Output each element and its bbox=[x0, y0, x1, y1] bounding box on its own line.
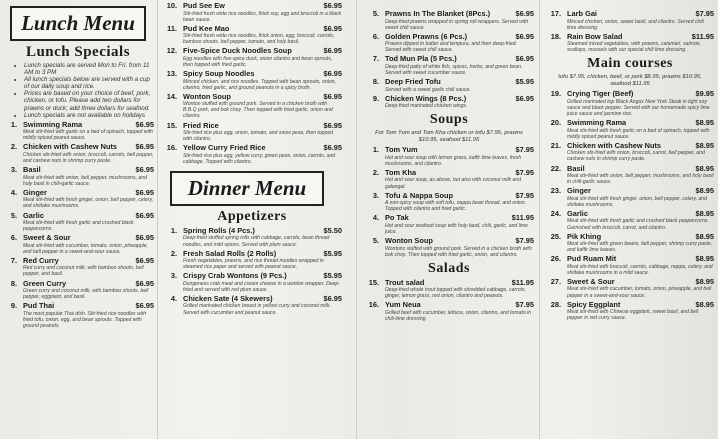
menu-item-number: 14. bbox=[166, 91, 177, 101]
menu-item-name: Pud Ruam Mit bbox=[567, 255, 617, 264]
menu-item-description: Grilled marinated top Black Angus New York Steak in light soy sauce and black pepper. Served with our homemade spicy lime juice sauce and jasmine rice. bbox=[567, 98, 710, 118]
menu-item-description: Grilled beef with cucumber, lettuce, onion, cilantro, and tomato in chili-lime dressing. bbox=[385, 309, 532, 322]
menu-item-header bbox=[364, 10, 534, 19]
menu-item-name: Wonton Soup bbox=[183, 92, 231, 101]
menu-item bbox=[2, 212, 154, 233]
menu-item-header bbox=[546, 301, 714, 310]
menu-item bbox=[364, 237, 534, 258]
menu-item-number: 5. bbox=[372, 236, 379, 245]
menu-item-name: Deep Fried Tofu bbox=[385, 78, 441, 87]
menu-item-name: Chicken with Cashew Nuts bbox=[567, 141, 662, 150]
menu-item bbox=[546, 187, 714, 208]
menu-item-price: $5.95 bbox=[323, 271, 342, 281]
menu-item-header bbox=[162, 2, 342, 11]
column-lunch-dinner bbox=[162, 0, 342, 439]
menu-item-name: Spicy Soup Noodles bbox=[183, 70, 255, 79]
menu-item-description: Meat stir-fried with fresh garlic and crushed black peppercorns. Garnished with broccoli, carrot, and cilantro. bbox=[567, 218, 709, 231]
menu-item-number: 17. bbox=[550, 9, 561, 18]
menu-item-name: Prawns In The Blanket (8Pcs.) bbox=[385, 10, 491, 18]
menu-item-description: Minced chicken, and rice noodles. Topped with bean sprouts, onion, cilantro, fried garlic, and ground peanuts in a spicy broth. bbox=[183, 78, 337, 91]
menu-item-number: 19. bbox=[550, 89, 561, 99]
menu-item-name: Basil bbox=[23, 166, 41, 175]
menu-item-description: Stir-fried fresh wide rice noodles, thick onion, egg, broccoli, carrots, bamboo shoots, bell pepper, tomato, and holy basil. bbox=[183, 33, 335, 46]
menu-item-header bbox=[162, 250, 342, 259]
menu-item-description: Meat stir-fried with cucumber, tomato, onion, pineapple, and bell pepper in a sweet-and-sour sauce. bbox=[23, 242, 149, 255]
menu-item-header bbox=[162, 47, 342, 56]
menu-item-header bbox=[546, 233, 714, 242]
menu-item-name: Spring Rolls (4 Pcs.) bbox=[183, 226, 255, 235]
menu-item-price: $6.95 bbox=[135, 165, 154, 175]
menu-item-header bbox=[364, 237, 534, 246]
menu-item bbox=[546, 10, 714, 31]
menu-item-number: 23. bbox=[550, 186, 561, 196]
menu-item-header bbox=[162, 25, 342, 34]
menu-item-description: Stir-fried rice plus egg, yellow curry, green peas, onion, carrots, and cabbage. Topped with cilantro. bbox=[183, 152, 336, 165]
main-courses-list bbox=[546, 90, 714, 321]
menu-item-description: Dungeness crab meat and cream cheese in a wonton wrapper. Deep-fried and served with red plum sauce. bbox=[183, 280, 340, 293]
menu-item-number: 5. bbox=[372, 9, 379, 18]
soups-note: For Tom Yum and Tom Kha chicken or tofu $7.95, prawns $10.95, seafood $11.95 bbox=[375, 130, 523, 144]
menu-item-price: $11.95 bbox=[511, 213, 534, 223]
menu-item-price: $6.95 bbox=[135, 278, 154, 288]
menu-item-description: Meat stir-fried with fresh garlic on a bed of spinach, topped with mildly spiced peanut sauce. bbox=[567, 127, 710, 140]
menu-item-number: 25. bbox=[550, 231, 561, 241]
menu-item-description: The most popular Thai dish. Stir-fried rice noodles with fried tofu, onion, egg, and bean sprouts. Topped with ground peanuts. bbox=[23, 310, 147, 329]
menu-item-header bbox=[364, 214, 534, 223]
menu-item-header bbox=[546, 10, 714, 19]
menu-item bbox=[2, 166, 154, 187]
menu-item-name: Crispy Crab Wontons (9 Pcs.) bbox=[183, 272, 287, 281]
menu-item-header bbox=[546, 165, 714, 174]
menu-item bbox=[364, 146, 534, 167]
menu-item-price: $8.95 bbox=[695, 299, 714, 309]
menu-item bbox=[162, 295, 342, 316]
menu-item-number: 27. bbox=[550, 276, 561, 286]
menu-item-name: Larb Gai bbox=[567, 10, 597, 18]
menu-item bbox=[162, 2, 342, 23]
menu-item-price: $7.95 bbox=[515, 145, 534, 155]
menu-item-name: Po Tak bbox=[385, 214, 409, 223]
menu-item-price: $8.95 bbox=[695, 118, 714, 128]
menu-item-price: $7.95 bbox=[515, 236, 534, 245]
menu-item bbox=[2, 234, 154, 255]
menu-item-description: Served with a sweet garlic chili sauce. bbox=[385, 86, 471, 93]
menu-item bbox=[162, 250, 342, 271]
menu-item bbox=[364, 279, 534, 300]
menu-item-price: $6.95 bbox=[135, 210, 154, 220]
menu-item bbox=[2, 302, 154, 329]
menu-item-description: Grilled marinated chicken breast in yellow curry and coconut milk. Served with cucumber and peanut sauce. bbox=[183, 303, 331, 316]
menu-item-name: Red Curry bbox=[23, 256, 59, 265]
menu-item-description: Deep-fried prawns wrapped in spring roll wrappers. Served with sweet chili sauce. bbox=[385, 18, 529, 31]
menu-item-header bbox=[364, 95, 534, 104]
menu-item-description: Meat stir-fried with cucumber, tomato, onion, pineapple, and bell pepper in a sweet-and-sour sauce. bbox=[567, 286, 712, 299]
menu-item-name: Swimming Rama bbox=[567, 119, 627, 128]
menu-item-number: 3. bbox=[170, 271, 177, 281]
menu-item-header bbox=[546, 278, 714, 287]
menu-item-price: $7.95 bbox=[695, 9, 714, 18]
menu-item-description: A non-spicy soup with soft tofu, nappa bean thread, and onion. Topped with cilantro and fried garlic. bbox=[385, 200, 527, 213]
menu-item-name: Ginger bbox=[567, 187, 591, 196]
lunch-note: • Prices are based on your choice of beef, pork, chicken, or tofu. Please add two dollars for prawns or duck; add three dollars for seafood. bbox=[24, 90, 154, 111]
menu-item-description: Deep-fried stuffed spring rolls with cabbage, carrots, bean thread noodles, and mild spices. Served with plum sauce. bbox=[183, 235, 330, 248]
menu-item-price: $7.95 bbox=[515, 190, 534, 200]
menu-item bbox=[364, 192, 534, 213]
menu-item-price: $6.95 bbox=[323, 293, 342, 303]
menu-item-name: Garlic bbox=[23, 211, 44, 220]
menu-item-name: Ginger bbox=[23, 188, 47, 197]
soups-list bbox=[364, 146, 534, 257]
menu-item-header bbox=[546, 90, 714, 99]
menu-item-description: Hot and sour seafood soup with holy basil, chili, garlic, and lime juice. bbox=[385, 222, 528, 235]
lunch-items-list bbox=[162, 2, 342, 165]
menu-item-description: Chicken stir-fried with onion, broccoli, carrots, bell pepper, and cashew nuts in shrimp curry paste. bbox=[23, 151, 154, 165]
menu-item bbox=[162, 25, 342, 46]
menu-item-description: Stir-fried fresh wide rice noodles, thick soy, egg and broccoli in a black bean sauce. bbox=[183, 10, 342, 23]
menu-item-header bbox=[162, 70, 342, 79]
menu-item-name: Tom Kha bbox=[385, 168, 417, 177]
menu-item-header bbox=[546, 187, 714, 196]
menu-item-number: 16. bbox=[368, 300, 379, 310]
menu-item-description: Meat stir-fried with onion, bell pepper, mushrooms, and holy basil in chili-garlic sauce. bbox=[567, 173, 714, 186]
menu-item bbox=[364, 55, 534, 76]
menu-item-price: $8.95 bbox=[695, 254, 714, 264]
menu-item bbox=[546, 90, 714, 117]
menu-item-number: 2. bbox=[10, 142, 17, 152]
menu-item-number: 7. bbox=[372, 54, 379, 64]
menu-item-description: Green curry and coconut milk, with bamboo shoots, bell pepper, eggplant, and basil. bbox=[23, 288, 149, 301]
lunch-items-list bbox=[2, 121, 154, 329]
menu-item-number: 3. bbox=[372, 190, 379, 200]
column-main-courses bbox=[546, 0, 714, 439]
menu-item-header bbox=[364, 279, 534, 288]
menu-item-name: Fresh Salad Rolls (2 Rolls) bbox=[183, 249, 277, 258]
menu-item-price: $6.95 bbox=[135, 255, 154, 265]
menu-item-name: Chicken Sate (4 Skewers) bbox=[183, 294, 273, 303]
menu-item-header bbox=[162, 144, 342, 153]
menu-item-price: $5.95 bbox=[323, 248, 342, 258]
salads-list bbox=[546, 10, 714, 53]
salads-list bbox=[364, 279, 534, 322]
menu-item-header bbox=[162, 227, 342, 236]
menu-item-name: Spicy Eggplant bbox=[567, 300, 621, 309]
main-courses-heading: Main courses bbox=[587, 56, 673, 72]
menu-item bbox=[364, 95, 534, 110]
menu-item-name: Yum Neua bbox=[385, 301, 421, 310]
menu-item-description: Meat stir-fried with fresh ginger, onion, bell pepper, celery, and shiitake mushrooms. bbox=[23, 197, 154, 210]
lunch-notes bbox=[2, 62, 154, 119]
menu-item-price: $6.95 bbox=[135, 233, 154, 243]
salads-heading: Salads bbox=[428, 260, 470, 276]
main-courses-note: tofu $7.95, chicken, beef, or pork $8.95, prawns $10.95, seafood $11.95 bbox=[558, 74, 702, 88]
menu-item-header bbox=[546, 142, 714, 151]
menu-item-number: 6. bbox=[10, 233, 17, 243]
menu-item bbox=[546, 278, 714, 299]
menu-item bbox=[364, 10, 534, 31]
menu-item-header bbox=[162, 295, 342, 304]
menu-item-name: Tofu & Nappa Soup bbox=[385, 191, 454, 200]
menu-item-number: 2. bbox=[372, 167, 379, 177]
menu-item-description: Hot and sour soup, as above, but also with coconut milk and galangal. bbox=[385, 177, 521, 190]
menu-item-number: 1. bbox=[10, 119, 17, 129]
menu-item-name: Pud Thai bbox=[23, 302, 55, 311]
lunch-note: • Lunch specials are not available on holidays bbox=[24, 112, 154, 119]
menu-item-number: 7. bbox=[10, 255, 17, 265]
menu-item bbox=[546, 301, 714, 322]
menu-item-description: Steamed mixed vegetables, with prawns, calamari, salmon, scallops, mussels with our special chili lime dressing. bbox=[567, 41, 701, 54]
menu-item-name: Pud Kee Mao bbox=[183, 24, 230, 33]
menu-item bbox=[364, 78, 534, 93]
menu-item bbox=[2, 121, 154, 142]
menu-item-price: $6.95 bbox=[323, 1, 342, 10]
lunch-note: • Lunch specials are served Mon to Fri. from 11 AM to 3 PM bbox=[24, 62, 154, 76]
column-lunch bbox=[2, 0, 154, 439]
column-soups-salads bbox=[364, 0, 534, 439]
menu-item-number: 15. bbox=[166, 120, 177, 130]
menu-item-description: Fresh vegetables, prawns, and rice thread noodles wrapped in steamed rice paper and served with peanut sauce. bbox=[183, 258, 324, 271]
menu-item-number: 5. bbox=[10, 210, 17, 220]
menu-item-number: 3. bbox=[10, 165, 17, 175]
menu-item-number: 9. bbox=[372, 93, 379, 103]
menu-item bbox=[364, 169, 534, 190]
lunch-menu-title: Lunch Menu bbox=[10, 6, 146, 41]
lunch-note: • All lunch specials below are served with a cup of our daily soup and rice. bbox=[24, 76, 154, 90]
menu-item-price: $6.95 bbox=[135, 301, 154, 311]
menu-item-price: $8.95 bbox=[695, 231, 714, 241]
menu-item-header bbox=[162, 272, 342, 281]
menu-item bbox=[546, 255, 714, 276]
menu-item bbox=[162, 47, 342, 68]
menu-item-price: $6.95 bbox=[323, 69, 342, 79]
menu-item-price: $5.95 bbox=[515, 77, 534, 87]
menu-item-header bbox=[162, 122, 342, 131]
menu-item-description: Chicken stir-fried with onion, broccoli, carrot, bell pepper, and cashew nuts in shrimp curry paste. bbox=[567, 150, 705, 163]
menu-item bbox=[162, 70, 342, 91]
menu-item-number: 10. bbox=[166, 1, 177, 10]
menu-item-price: $6.95 bbox=[323, 46, 342, 56]
menu-item bbox=[546, 233, 714, 254]
menu-item-header bbox=[2, 121, 154, 130]
menu-item-description: Meat stir-fried with Chinese eggplant, sweet basil, and bell pepper in red curry sauce. bbox=[567, 309, 699, 322]
menu-item-price: $8.95 bbox=[695, 140, 714, 150]
menu-item-name: Garlic bbox=[567, 209, 588, 218]
menu-item-header bbox=[546, 119, 714, 128]
menu-item-price: $6.95 bbox=[323, 91, 342, 101]
menu-item-name: Wonton Soup bbox=[385, 237, 433, 245]
menu-item-price: $8.95 bbox=[695, 276, 714, 286]
menu-item bbox=[162, 122, 342, 143]
menu-item-number: 8. bbox=[372, 77, 379, 87]
menu-item-header bbox=[2, 302, 154, 311]
menu-item-name: Tom Yum bbox=[385, 146, 418, 155]
menu-item-description: Meat stir-fried with broccoli, carrots, cabbage, nappa, celery, and shiitake mushrooms in a mild sauce. bbox=[567, 263, 713, 276]
menu-item-description: Meat stir-fried with fresh ginger, onion, bell pepper, celery, and shiitake mushrooms. bbox=[567, 195, 707, 208]
menu-item-price: $8.95 bbox=[695, 163, 714, 173]
menu-item-price: $6.95 bbox=[323, 23, 342, 33]
menu-item-name: Tod Mun Pla (5 Pcs.) bbox=[385, 55, 457, 64]
menu-item-price: $8.95 bbox=[695, 186, 714, 196]
menu-item-header bbox=[2, 212, 154, 221]
menu-item-price: $8.95 bbox=[695, 208, 714, 218]
menu-item-name: Five-Spice Duck Noodles Soup bbox=[183, 47, 292, 56]
menu-item-header bbox=[364, 78, 534, 87]
menu-item-header bbox=[364, 169, 534, 178]
appetizers-list bbox=[162, 227, 342, 316]
menu-item-name: Golden Prawns (6 Pcs.) bbox=[385, 32, 468, 41]
menu-item bbox=[364, 301, 534, 322]
menu-item-header bbox=[162, 93, 342, 102]
menu-item-name: Trout salad bbox=[385, 278, 425, 287]
menu-item-number: 4. bbox=[170, 293, 177, 303]
menu-item-price: $6.95 bbox=[135, 119, 154, 129]
menu-item-description: Prawns dipped in batter and tempura, and then deep-fried. Served with sweet chili sauce. bbox=[385, 41, 517, 54]
fold-line bbox=[539, 0, 540, 439]
menu-item-number: 16. bbox=[166, 143, 177, 153]
menu-item-name: Pud See Ew bbox=[183, 2, 225, 10]
menu-item-description: Meat stir-fried with fresh garlic and crushed black peppercorns. bbox=[23, 220, 134, 233]
menu-item-description: Meat stir-fried with onion, bell pepper, mushrooms, and holy basil in chili-garlic sauce. bbox=[23, 174, 147, 187]
menu-item bbox=[162, 227, 342, 248]
menu-item-header bbox=[2, 189, 154, 198]
menu-item-name: Basil bbox=[567, 164, 585, 173]
menu-item-header bbox=[546, 210, 714, 219]
menu-item-header bbox=[2, 143, 154, 152]
menu-item-number: 8. bbox=[10, 278, 17, 288]
menu-item-number: 18. bbox=[550, 31, 561, 41]
menu-item-number: 15. bbox=[368, 277, 379, 287]
menu-item bbox=[546, 210, 714, 231]
menu-item-description: Egg noodles with five-spice duck, onion cilantro and bean sprouts, then topped with fried garlic. bbox=[183, 55, 333, 68]
menu-item-header bbox=[364, 33, 534, 42]
menu-item-header bbox=[364, 55, 534, 64]
menu-item bbox=[546, 119, 714, 140]
menu-item-name: Pik Khing bbox=[567, 232, 602, 241]
menu-item-name: Chicken Wings (8 Pcs.) bbox=[385, 94, 467, 103]
fold-line bbox=[356, 0, 357, 439]
menu-item bbox=[162, 144, 342, 165]
menu-item-price: $6.95 bbox=[323, 143, 342, 153]
menu-item bbox=[546, 142, 714, 163]
menu-item-header bbox=[364, 146, 534, 155]
dinner-menu-title: Dinner Menu bbox=[170, 171, 324, 206]
menu-item-name: Crying Tiger (Beef) bbox=[567, 90, 634, 99]
menu-item-number: 1. bbox=[372, 145, 379, 155]
menu-item-name: Rain Bow Salad bbox=[567, 32, 623, 41]
menu-item-header bbox=[2, 257, 154, 266]
menu-item-price: $6.95 bbox=[515, 93, 534, 103]
menu-item-name: Swimming Rama bbox=[23, 120, 83, 129]
menu-item-price: $6.95 bbox=[515, 9, 534, 18]
menu-item-description: Minced chicken, onion, sweet basil, and cilantro. Served chili lime dressing. bbox=[567, 18, 704, 31]
menu-item bbox=[2, 257, 154, 278]
menu-item-header bbox=[364, 301, 534, 310]
menu-item-price: $6.95 bbox=[135, 142, 154, 152]
menu-item-price: $6.95 bbox=[323, 120, 342, 130]
menu-item-price: $6.95 bbox=[135, 187, 154, 197]
menu-item bbox=[2, 189, 154, 210]
menu-item-description: Deep-fried patty of white fish, spices, herbs, and green bean. Served with sweet cucumber sauce. bbox=[385, 63, 523, 76]
menu-item-description: Stir-fried rice plus egg, onion, tomato, and snow peas, then topped with cilantro. bbox=[183, 130, 333, 143]
menu-item bbox=[546, 165, 714, 186]
menu-item-number: 1. bbox=[170, 225, 177, 235]
menu-item-price: $5.50 bbox=[323, 225, 342, 235]
menu-item-price: $7.95 bbox=[515, 167, 534, 177]
menu-item bbox=[546, 33, 714, 54]
menu-item-number: 24. bbox=[550, 208, 561, 218]
menu-item-price: $6.95 bbox=[515, 31, 534, 41]
menu-item bbox=[162, 272, 342, 293]
soups-heading: Soups bbox=[429, 112, 469, 128]
menu-item-number: 20. bbox=[550, 118, 561, 128]
menu-item-name: Sweet & Sour bbox=[567, 277, 615, 286]
menu-item-description: Hot and sour soup with lemon grass, kaffir lime leaves, fresh mushrooms, and cilantro. bbox=[385, 154, 522, 167]
menu-item-number: 9. bbox=[10, 301, 17, 311]
menu-item-number: 22. bbox=[550, 163, 561, 173]
menu-item-name: Fried Rice bbox=[183, 121, 219, 130]
menu-item-number: 4. bbox=[10, 187, 17, 197]
menu-item bbox=[364, 33, 534, 54]
menu-item-description: Meat stir-fried with garlic on a bed of spinach, topped with mildly spiced peanut sauce. bbox=[23, 129, 153, 142]
menu-item-number: 11. bbox=[167, 23, 177, 33]
menu-item-description: Meat stir-fried with green beans, bell pepper, shrimp curry paste, and kaffir lime leaves. bbox=[567, 241, 713, 254]
menu-item-description: Deep-fried whole trout topped with shredded cabbage, carrots, ginger, lemon grass, red onion, cilantro and peanuts. bbox=[385, 287, 527, 300]
menu-item-name: Chicken with Cashew Nuts bbox=[23, 143, 118, 152]
menu-item-number: 21. bbox=[550, 140, 561, 150]
menu-item-header bbox=[2, 166, 154, 175]
menu-item-name: Yellow Curry Fried Rice bbox=[183, 144, 266, 153]
menu-item-number: 6. bbox=[372, 31, 379, 41]
menu-item-header bbox=[546, 255, 714, 264]
fold-line bbox=[157, 0, 158, 439]
menu-item-name: Green Curry bbox=[23, 279, 67, 288]
menu-item-number: 13. bbox=[166, 69, 177, 79]
menu-item bbox=[2, 143, 154, 164]
menu-item-price: $7.95 bbox=[515, 300, 534, 310]
menu-item-description: Wontons stuffed with ground pork. Served in a chicken broth with bok choy. Then topped with fried garlic, onion, and cilantro. bbox=[385, 245, 532, 258]
appetizers-heading: Appetizers bbox=[217, 208, 287, 224]
menu-item-number: 12. bbox=[166, 46, 177, 56]
menu-item-header bbox=[2, 234, 154, 243]
menu-item bbox=[2, 280, 154, 301]
menu-item-description: Wonton stuffed with ground pork. Served in a chicken broth with B.B.Q pork, and bok choy. Then topped with fried garlic, onion and cilantro. bbox=[183, 101, 333, 120]
menu-item-header bbox=[546, 33, 714, 42]
lunch-specials-heading: Lunch Specials bbox=[25, 44, 131, 60]
menu-item bbox=[162, 93, 342, 120]
menu-item-number: 2. bbox=[170, 248, 177, 258]
appetizers-list bbox=[364, 10, 534, 109]
menu-item-price: $11.95 bbox=[691, 31, 714, 41]
menu-item bbox=[364, 214, 534, 235]
menu-item-number: 28. bbox=[550, 299, 561, 309]
menu-item-number: 26. bbox=[550, 254, 561, 264]
menu-item-price: $11.95 bbox=[511, 277, 534, 287]
menu-item-description: Deep-fried marinated chicken wings. bbox=[385, 103, 468, 110]
menu-item-header bbox=[2, 280, 154, 289]
menu-item-price: $6.95 bbox=[515, 54, 534, 64]
menu-item-description: Red curry and coconut milk, with bamboo shoots, bell pepper, and basil. bbox=[23, 265, 144, 278]
menu-item-number: 4. bbox=[372, 213, 379, 223]
menu-item-name: Sweet & Sour bbox=[23, 234, 71, 243]
menu-item-price: $9.95 bbox=[695, 89, 714, 99]
menu-item-header bbox=[364, 192, 534, 201]
